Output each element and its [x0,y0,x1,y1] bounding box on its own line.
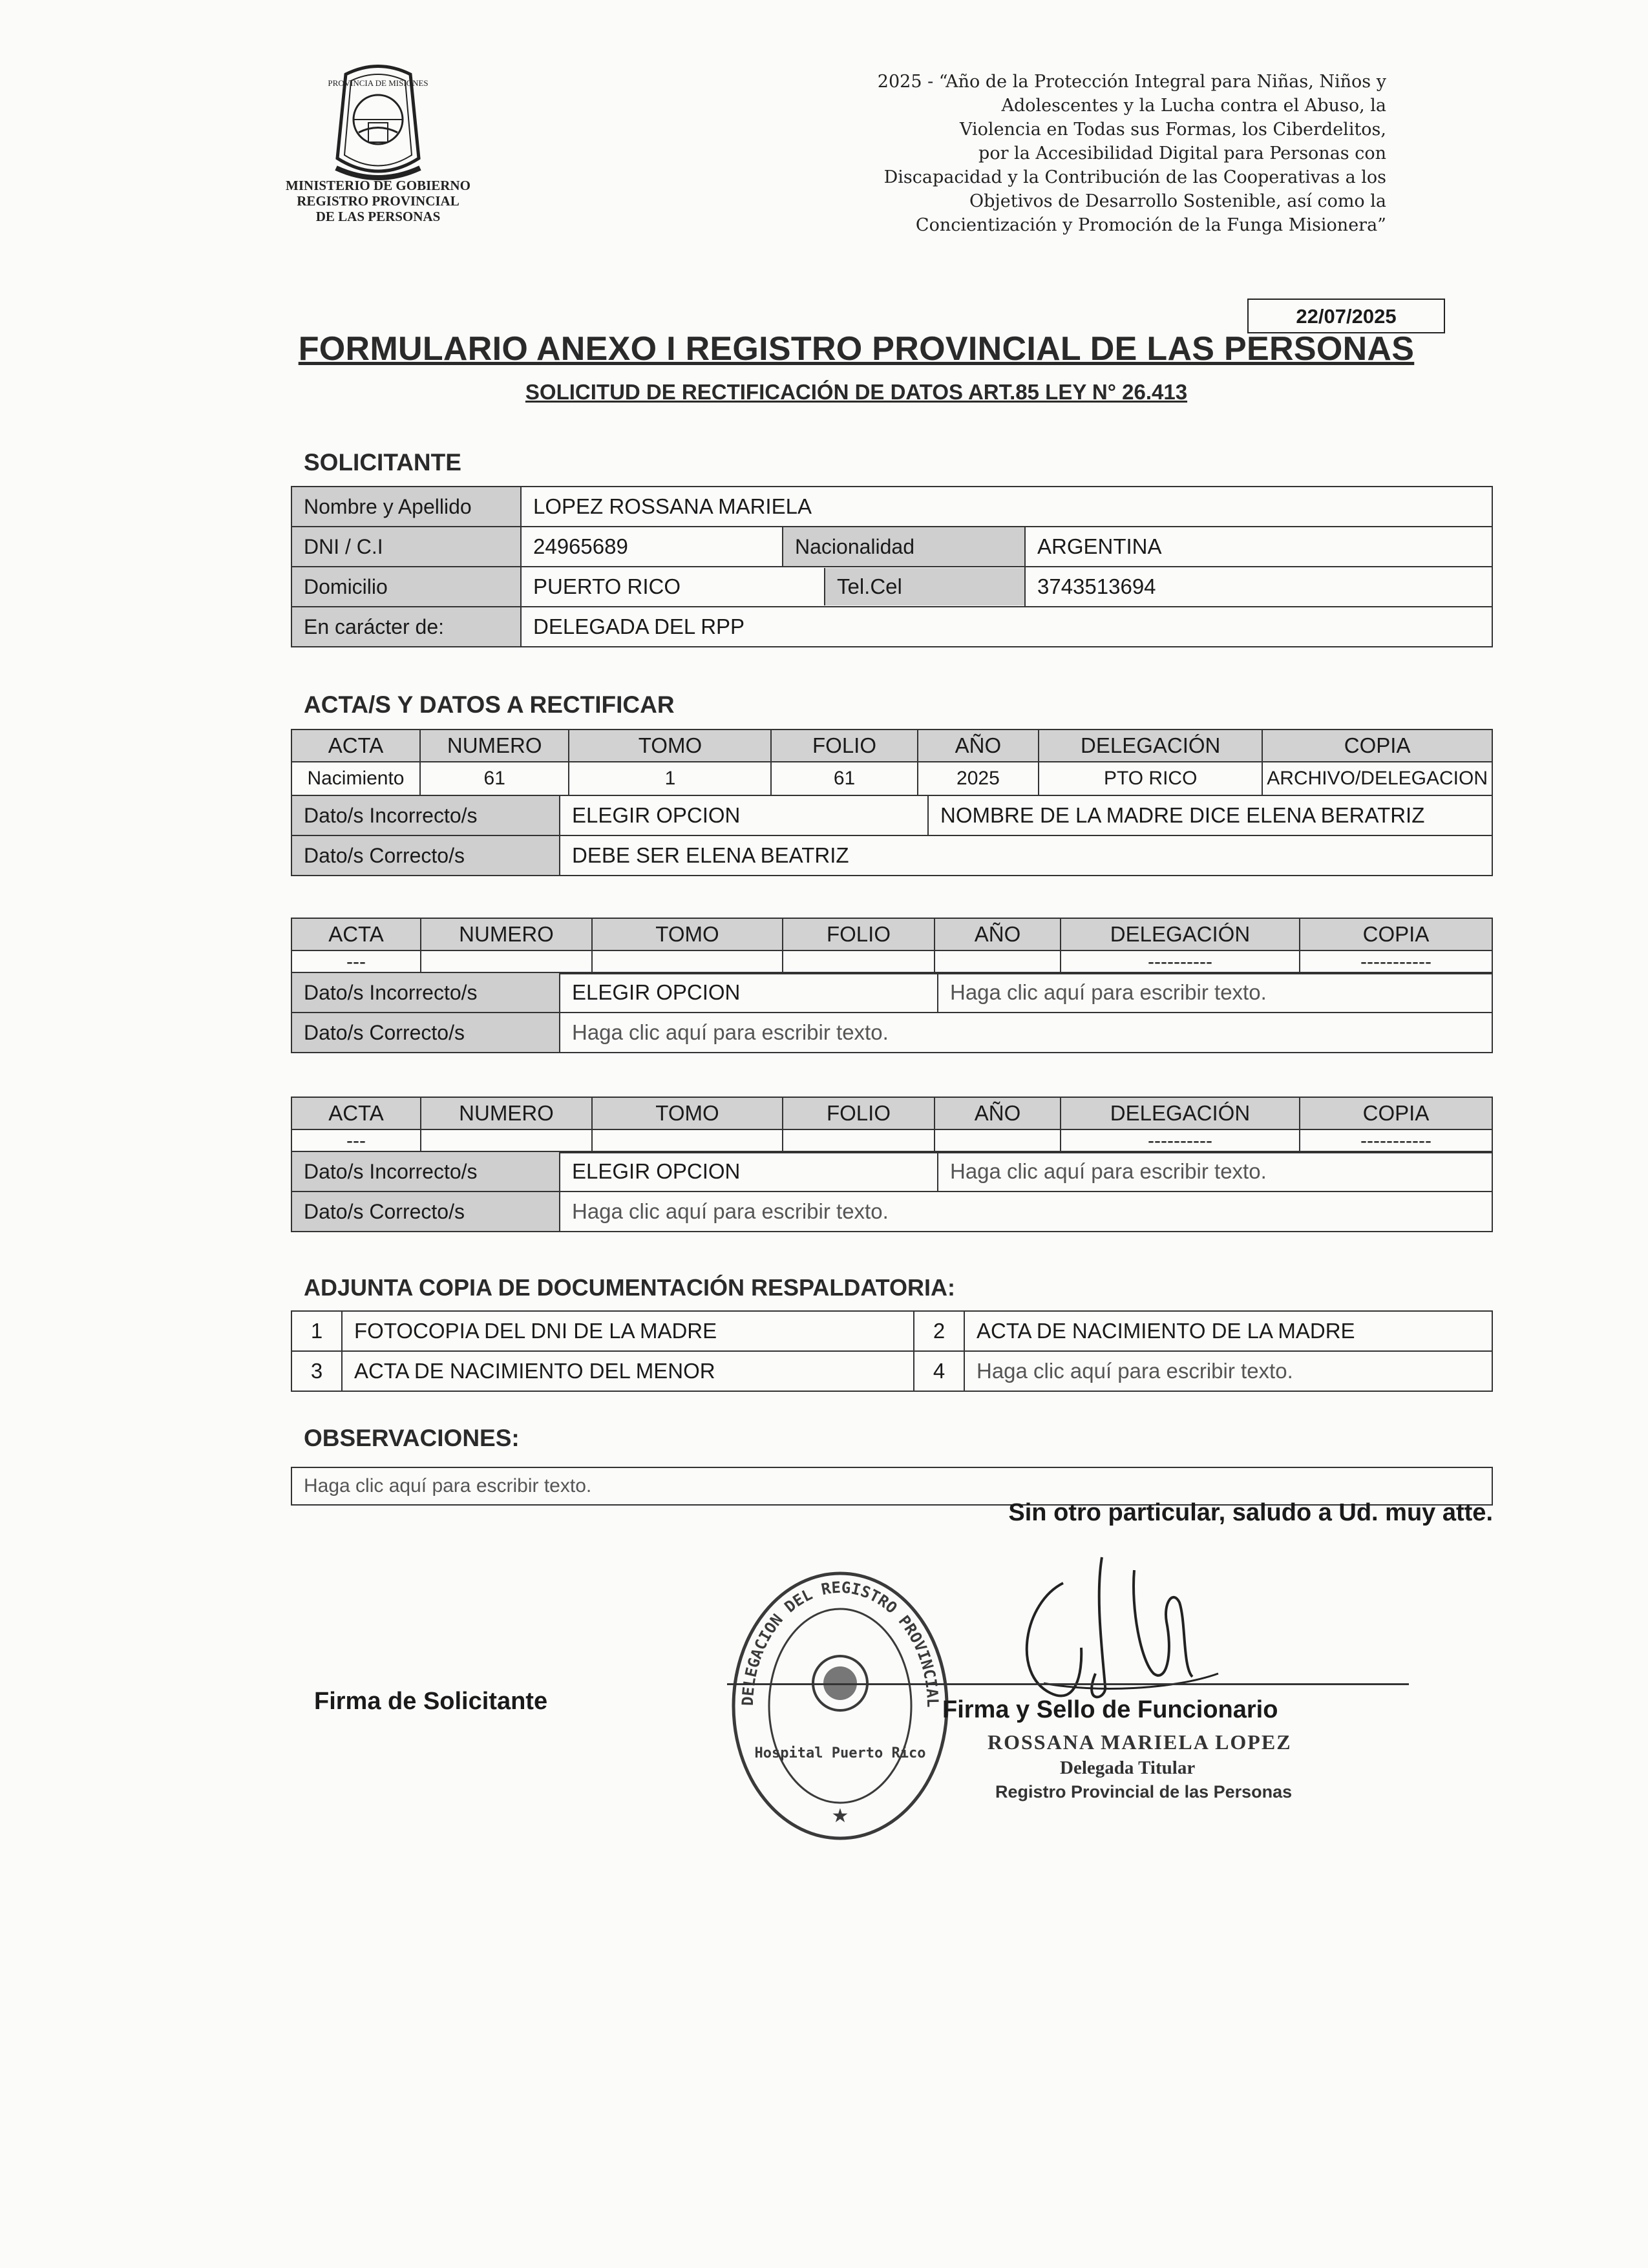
correct-label: Dato/s Correcto/s [291,1192,560,1232]
anio-field[interactable] [935,950,1061,974]
adjunta-item[interactable]: ACTA DE NACIMIENTO DE LA MADRE [964,1311,1492,1351]
ministry-name [249,178,507,224]
incorrect-field[interactable]: NOMBRE DE LA MADRE DICE ELENA BERATRIZ [928,795,1492,835]
copia-field[interactable]: ----------- [1300,1129,1492,1153]
copia-field[interactable]: ARCHIVO/DELEGACION [1262,762,1492,795]
signature-line [727,1683,1409,1685]
adjunta-number: 2 [914,1311,964,1351]
nacionalidad-label: Nacionalidad [783,527,1025,567]
col-tomo: TOMO [592,918,783,950]
tel-field[interactable]: 3743513694 [1025,567,1492,607]
col-anio: AÑO [918,730,1039,762]
acta-table-2 [291,918,1493,974]
incorrect-label: Dato/s Incorrecto/s [291,795,560,835]
observaciones-field[interactable]: Haga clic aquí para escribir texto. [291,1467,1492,1505]
folio-field[interactable] [783,1129,935,1153]
acta-type-field[interactable]: --- [291,950,421,974]
col-anio: AÑO [935,918,1061,950]
adjunta-item[interactable]: ACTA DE NACIMIENTO DEL MENOR [342,1351,914,1391]
col-copia: COPIA [1262,730,1492,762]
option-dropdown[interactable]: ELEGIR OPCION [560,972,938,1013]
numero-field[interactable] [421,1129,592,1153]
solicitante-table [291,486,1493,647]
adjunta-number: 4 [914,1351,964,1391]
caracter-label: En carácter de: [291,607,521,647]
col-folio: FOLIO [771,730,917,762]
nombre-label: Nombre y Apellido [291,487,521,527]
col-anio: AÑO [935,1097,1061,1129]
acta-table-3 [291,1097,1493,1153]
col-copia: COPIA [1300,1097,1492,1129]
delegacion-field[interactable]: ---------- [1061,1129,1300,1153]
acta-data-table-3 [291,1151,1493,1232]
ministry-line: MINISTERIO DE GOBIERNO [286,178,470,193]
solicitante-heading: SOLICITANTE [304,449,461,476]
acta-type-field[interactable]: --- [291,1129,421,1153]
adjunta-number: 1 [291,1311,342,1351]
svg-text:★: ★ [831,1805,849,1827]
col-numero: NUMERO [420,730,569,762]
anio-field[interactable]: 2025 [918,762,1039,795]
official-org: Registro Provincial de las Personas [995,1782,1293,1801]
logo-text: PROVINCIA DE MISIONES [328,78,428,88]
acta-table-1 [291,729,1493,796]
ministry-line: DE LAS PERSONAS [315,209,441,224]
adjunta-heading: ADJUNTA COPIA DE DOCUMENTACIÓN RESPALDATORIA: [304,1274,955,1301]
correct-field[interactable]: Haga clic aquí para escribir texto. [560,1013,1492,1053]
col-tomo: TOMO [592,1097,783,1129]
incorrect-field[interactable]: Haga clic aquí para escribir texto. [938,1151,1492,1192]
col-delegacion: DELEGACIÓN [1039,730,1262,762]
observaciones-heading: OBSERVACIONES: [304,1425,520,1451]
col-folio: FOLIO [783,1097,935,1129]
acta-data-table-2 [291,972,1493,1053]
adjunta-item[interactable]: Haga clic aquí para escribir texto. [964,1351,1492,1391]
handwritten-signature [1005,1544,1289,1712]
nacionalidad-field[interactable]: ARGENTINA [1025,527,1492,567]
correct-label: Dato/s Correcto/s [291,835,560,876]
stamp-inner-text: Hospital Puerto Rico [754,1745,926,1761]
correct-field[interactable]: DEBE SER ELENA BEATRIZ [560,835,1492,876]
dni-field[interactable]: 24965689 [521,527,783,567]
year-motto: 2025 - “Año de la Protección Integral para Niñas, Niños y Adolescentes y la Lucha contra el Abuso, la Violencia en Todas sus Formas, los Ciberdelitos, por la Accesibilidad Digital para Personas con Discapacidad y la Contribución de las Cooperativas a los Objetivos de Desarrollo Sostenible, así como la Concientización y Promoción de la Funga Misionera” [877,72,1386,235]
tomo-field[interactable]: 1 [569,762,771,795]
closing-text: Sin otro particular, saludo a Ud. muy atte. [1008,1499,1493,1526]
domicilio-label: Domicilio [291,567,521,607]
nombre-field[interactable]: LOPEZ ROSSANA MARIELA [521,487,1492,527]
acta-type-field[interactable]: Nacimiento [291,762,420,795]
col-tomo: TOMO [569,730,771,762]
anio-field[interactable] [935,1129,1061,1153]
correct-field[interactable]: Haga clic aquí para escribir texto. [560,1192,1492,1232]
col-delegacion: DELEGACIÓN [1061,918,1300,950]
folio-field[interactable]: 61 [771,762,917,795]
option-dropdown[interactable]: ELEGIR OPCION [560,1151,938,1192]
numero-field[interactable]: 61 [420,762,569,795]
col-copia: COPIA [1300,918,1492,950]
form-subtitle: SOLICITUD DE RECTIFICACIÓN DE DATOS ART.85 LEY N° 26.413 [525,380,1188,404]
col-acta: ACTA [291,918,421,950]
adjunta-number: 3 [291,1351,342,1391]
official-name: ROSSANA MARIELA LOPEZ [988,1730,1292,1754]
tel-label: Tel.Cel [824,568,1024,605]
official-stamp [717,1544,963,1848]
firma-funcionario-label: Firma y Sello de Funcionario [942,1696,1278,1723]
numero-field[interactable] [421,950,592,974]
tomo-field[interactable] [592,1129,783,1153]
form-title: FORMULARIO ANEXO I REGISTRO PROVINCIAL DE LAS PERSONAS [298,330,1415,368]
dni-label: DNI / C.I [291,527,521,567]
official-role: Delegada Titular [1060,1758,1196,1778]
col-numero: NUMERO [421,918,592,950]
col-folio: FOLIO [783,918,935,950]
domicilio-field[interactable]: PUERTO RICO [533,574,681,598]
col-delegacion: DELEGACIÓN [1061,1097,1300,1129]
correct-label: Dato/s Correcto/s [291,1013,560,1053]
option-dropdown[interactable]: ELEGIR OPCION [560,795,928,835]
folio-field[interactable] [783,950,935,974]
col-numero: NUMERO [421,1097,592,1129]
col-acta: ACTA [291,730,420,762]
col-acta: ACTA [291,1097,421,1129]
caracter-field[interactable]: DELEGADA DEL RPP [521,607,1492,647]
ministry-line: REGISTRO PROVINCIAL [297,193,460,209]
copia-field[interactable]: ----------- [1300,950,1492,974]
incorrect-field[interactable]: Haga clic aquí para escribir texto. [938,972,1492,1013]
incorrect-label: Dato/s Incorrecto/s [291,972,560,1013]
stamp-outer-text: DELEGACION DEL REGISTRO PROVINCIAL [738,1578,942,1708]
acta-data-table-1 [291,795,1493,876]
actas-heading: ACTA/S Y DATOS A RECTIFICAR [304,691,675,718]
adjunta-table [291,1310,1493,1392]
date-field[interactable]: 22/07/2025 [1247,299,1445,333]
firma-solicitante-label: Firma de Solicitante [314,1688,548,1715]
tomo-field[interactable] [592,950,783,974]
delegacion-field[interactable]: PTO RICO [1039,762,1262,795]
incorrect-label: Dato/s Incorrecto/s [291,1151,560,1192]
adjunta-item[interactable]: FOTOCOPIA DEL DNI DE LA MADRE [342,1311,914,1351]
delegacion-field[interactable]: ---------- [1061,950,1300,974]
